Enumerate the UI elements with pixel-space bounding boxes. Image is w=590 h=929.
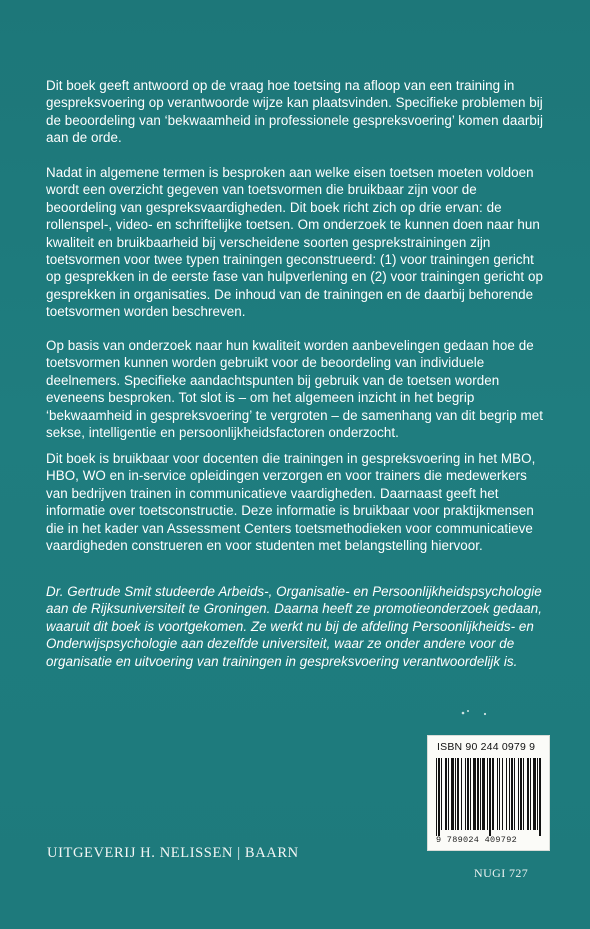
blurb-paragraph-3: Op basis van onderzoek naar hun kwaliteit worden aanbevelingen gedaan hoe de toetsvormen kunnen worden gebruikt voor de beoordeling van individuele deelnemers. Specifieke aandachtspunten bij gebruik van de toetsen worden eveneens besproken. Tot slot is – om het algemeen inzicht in het begrip ‘bekwaamheid in gespreksvoering’ te vergroten – de samenhang van dit begrip met sekse, intelligentie en persoonlijkheidsfactoren onderzocht. — [46, 338, 543, 441]
author-bio: Dr. Gertrude Smit studeerde Arbeids-, Organisatie- en Persoonlijkheidspsychologie aan de Rijksuniversiteit te Groningen. Daarna heeft ze promotieonderzoek gedaan, waaruit dit boek is voortgekomen. Ze werkt nu bij de afdeling Persoonlijkheids- en Onderwijspsychologie aan dezelfde universiteit, waar ze onder andere voor de organisatie en uitvoering van trainingen in gespreksvoering verantwoordelijk is. — [46, 584, 543, 669]
blurb-paragraph-1: Dit boek geeft antwoord op de vraag hoe toetsing na afloop van een training in gespreksvoering op verantwoorde wijze kan plaatsvinden. Specifieke problemen bij de beoordeling van ‘bekwaamheid in professionele gespreksvoering’ komen daarbij aan de orde. — [46, 78, 543, 146]
blurb-paragraph-4: Dit boek is bruikbaar voor docenten die trainingen in gespreksvoering in het MBO, HBO, WO en in-service opleidingen verzorgen en voor trainers die medewerkers van bedrijven trainen in communicatieve vaardigheden. Daarnaast geeft het informatie over toetsconstructie. Deze informatie is bruikbaar voor praktijkmensen die in het kader van Assessment Centers toetsmethodieken voor communicatieve vaardigheden construeren en voor studenten met belangstelling hiervoor. — [46, 451, 536, 554]
blurb-paragraph-2: Nadat in algemene termen is besproken aan welke eisen toetsen moeten voldoen wordt een overzicht gegeven van toetsvormen die bruikbaar zijn voor de beoordeling van gespreksvaardigheden. Dit boek richt zich op drie ervan: de rollenspel-, video- en schriftelijke toetsen. Om onderzoek te kunnen doen naar hun kwaliteit en bruikbaarheid bij verscheidene soorten gesprekstrainingen zijn toetsvormen voor twee typen trainingen geconstrueerd: (1) voor trainingen gericht op gesprekken in de eerste fase van hulpverlening en (2) voor trainingen gericht op gesprekken in organisaties. De inhoud van de trainingen en de daarbij behorende toetsvormen worden beschreven. — [46, 165, 543, 320]
barcode-label — [427, 735, 550, 851]
publisher-name: UITGEVERIJ H. NELISSEN | BAARN — [47, 845, 299, 861]
barcode-bars — [435, 758, 543, 836]
print-speck-marks — [455, 705, 495, 719]
barcode-digits: 9 789024 409792 — [436, 835, 518, 845]
nugi-code: NUGI 727 — [474, 866, 529, 880]
isbn-text: ISBN 90 244 0979 9 — [437, 741, 536, 753]
